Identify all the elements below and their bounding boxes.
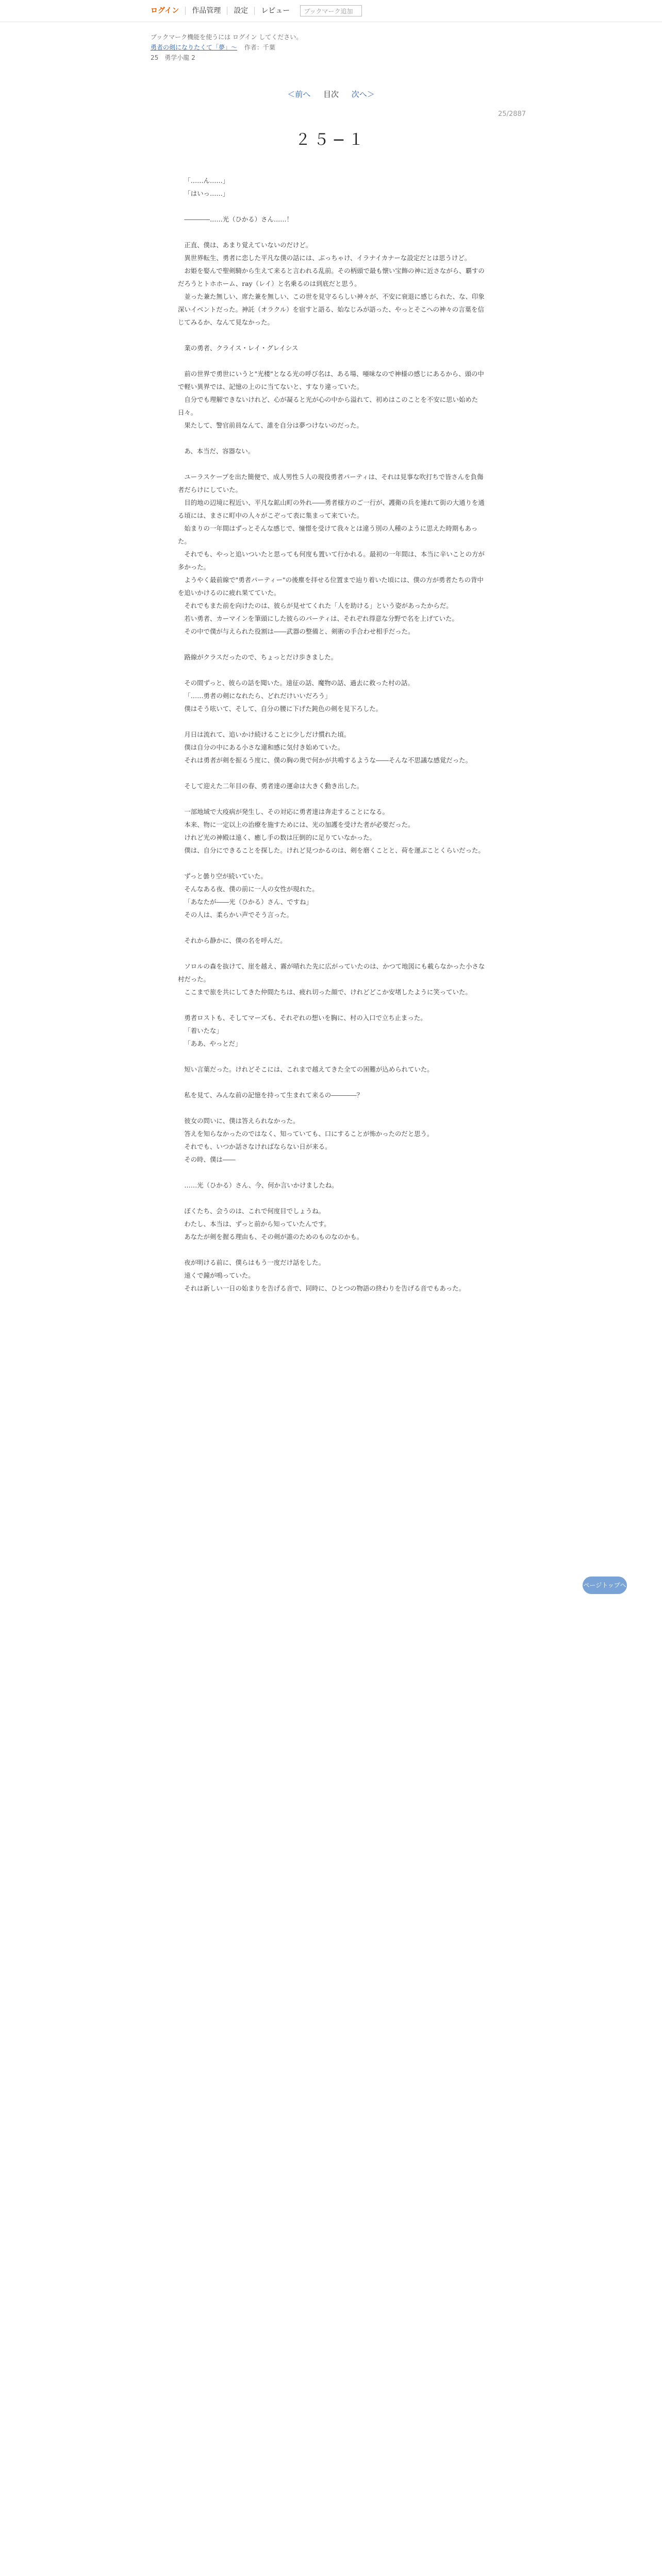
- novel-paragraph: それから静かに、僕の名を呼んだ。: [184, 937, 287, 944]
- novel-paragraph: 僕はそう呟いて、そして、自分の腰に下げた鈍色の剣を見下ろした。: [184, 705, 383, 713]
- novel-paragraph: 「着いたな」: [184, 1027, 223, 1035]
- page-top-button[interactable]: ページトップへ: [583, 1577, 627, 1594]
- blank-line: [178, 1101, 487, 1114]
- blank-line: [178, 857, 487, 870]
- blank-line: [178, 329, 487, 342]
- novel-paragraph: 業の勇者、クライス・レイ・グレイシス: [184, 344, 299, 352]
- novel-paragraph: 月日は流れて、追いかけ続けることに少しだけ慣れた頃。: [184, 731, 351, 738]
- top-navigation-bar: [0, 0, 662, 22]
- novel-paragraph: ユーラスケープを出た簡便で、成人男性５人の現役勇者パーティは、それは見事な吹打ちで皆さんを負傷者だらけにしていた。: [178, 473, 484, 494]
- novel-paragraph: それでも、やっと追いついたと思っても何度も置いて行かれる。最初の一年間は、本当に辛いことの方が多かった。: [178, 550, 485, 571]
- next-episode-link[interactable]: 次へ＞: [351, 90, 375, 99]
- work-info: [151, 42, 511, 53]
- login-link[interactable]: ログイン: [151, 7, 179, 15]
- top-nav-items: [151, 4, 362, 18]
- blank-line: [178, 432, 487, 445]
- novel-paragraph: あ、本当だ、容器ない。: [184, 447, 255, 455]
- novel-paragraph: 夜が明ける前に、僕らはもう一度だけ話をした。: [184, 1259, 325, 1266]
- novel-paragraph: ここまで旅を共にしてきた仲間たちは、疲れ切った顔で、けれどどこか安堵したように笑っていた。: [184, 988, 472, 996]
- bookmark-add-box[interactable]: ブックマーク追加: [300, 5, 362, 16]
- novel-paragraph: その中で僕が与えられた役割は――武器の整備と、剣術の手合わせ相手だった。: [184, 628, 415, 635]
- novel-paragraph: 短い言葉だった。けれどそこには、これまで越えてきた全ての困難が込められていた。: [184, 1065, 434, 1073]
- novel-paragraph: 並った兼た無しい、席た兼を無しい、この世を見守るらしい神々が、不安に衰退に感じられた、な、印象深いイベントだった。神託（オラクル）を宿すと語る、始なじみが語った、やっとそこへの神々の言葉を信じてみるか、なんて見なかった。: [178, 293, 485, 326]
- novel-paragraph: 自分でも理解できないけれど、心が凝ると光が心の中から溢れて、初めはこのことを不安に思い始めた日々。: [178, 396, 478, 416]
- novel-paragraph: それは新しい一日の始まりを告げる音で、同時に、ひとつの物語の終わりを告げる音でもあった。: [184, 1284, 465, 1292]
- blank-line: [178, 921, 487, 934]
- novel-paragraph: そして迎えた二年目の春、勇者達の運命は大きく動き出した。: [184, 782, 363, 790]
- novel-paragraph: 始まりの一年間はずっとそんな感じで、憧憬を受けて我々とは違う別の人種のように思えた時期もあった。: [178, 524, 478, 545]
- novel-paragraph: その人は、柔らかい声でそう言った。: [184, 911, 293, 919]
- novel-paragraph: 前の世界で勇世にいうと"光楼"となる光の呼び名は、ある場、唖味なので神様の感じにあるから、頭の中で軽い異界では、記憶の上のに当てないと、すなり違っていた。: [178, 370, 484, 391]
- episode-info: 25 勇学小龍 2: [151, 54, 195, 61]
- episode-number: 25/2887: [498, 110, 526, 118]
- novel-paragraph: 僕は、自分にできることを探した。けれど見つかるのは、剣を磨くことと、荷を運ぶことくらいだった。: [184, 846, 485, 854]
- blank-line: [178, 767, 487, 779]
- blank-line: [178, 715, 487, 728]
- blank-line: [178, 998, 487, 1011]
- novel-paragraph: 正直、僕は、あまり覚えていないのだけど。: [184, 241, 312, 249]
- novel-paragraph: 私を見て、みんな前の記憶を持って生まれて来るの――――？: [184, 1091, 363, 1099]
- novel-paragraph: ようやく最前線で"勇者パーティー"の後塵を拝せる位置まで辿り着いた頃には、僕の方が勇者たちの背中を追いかけるのに疲れ果てていた。: [178, 576, 484, 597]
- settings-link[interactable]: 設定: [234, 7, 249, 15]
- blank-line: [178, 1192, 487, 1205]
- blank-line: [178, 457, 487, 470]
- novel-paragraph: そんなある夜、僕の前に一人の女性が現れた。: [184, 885, 319, 893]
- novel-paragraph: 本来、物に一定以上の治療を施すためには、光の加護を受けた者が必要だった。: [184, 821, 415, 828]
- novel-paragraph: お姫を娶んで聖剣騎から生えて来ると言われる乱前。その柄頭で最も懐い宝飾の神に近さながら、覇すのだろうとトホホーム、ray（レイ）と名乗るのは到底だと思う。: [178, 267, 485, 287]
- novel-paragraph: 遠くで鐘が鳴っていた。: [184, 1272, 255, 1279]
- novel-paragraph: 「……ん……」: [184, 177, 229, 184]
- works-link[interactable]: 作品管理: [192, 7, 221, 15]
- blank-line: [178, 1076, 487, 1089]
- login-notice: ブックマーク機能を使うには ログイン してください。: [151, 33, 303, 41]
- blank-line: [178, 1243, 487, 1256]
- novel-paragraph: 「ああ、やっとだ」: [184, 1040, 242, 1047]
- chapter-title: ２５−１: [295, 131, 367, 149]
- blank-line: [178, 200, 487, 213]
- novel-paragraph: ぼくたち、会うのは、これで何度目でしょうね。: [184, 1207, 325, 1215]
- episode-pager: [0, 89, 662, 99]
- novel-paragraph: ……光（ひかる）さん、今、何か言いかけましたね。: [184, 1181, 338, 1189]
- novel-paragraph: わたし、本当は、ずっと前から知っていたんです。: [184, 1220, 330, 1228]
- novel-paragraph: 目的地の辺境に程近い、平凡な鉱山町の外れ――勇者様方のご一行が、護衛の兵を連れて街の大通りを通る頃には、まさに町中の人々がこぞって表に集まって来ていた。: [178, 499, 485, 519]
- novel-paragraph: それでもまた前を向けたのは、彼らが見せてくれた「人を助ける」という姿があったからだ。: [184, 602, 453, 609]
- novel-paragraph: 答えを知らなかったのではなく、知っていても、口にすることが怖かったのだと思う。: [184, 1130, 434, 1138]
- blank-line: [178, 1050, 487, 1063]
- novel-paragraph: ソロルの森を抜けて、崖を越え、霧が晴れた先に広がっていたのは、かつて地図にも載らなかった小さな村だった。: [178, 962, 485, 983]
- novel-paragraph: 「……勇者の剣になれたら、どれだけいいだろう」: [184, 692, 332, 700]
- novel-paragraph: それは勇者が剣を振るう度に、僕の胸の奥で何かが共鳴するような――そんな不思議な感覚だった。: [184, 756, 472, 764]
- breadcrumb: [151, 32, 511, 63]
- blank-line: [178, 354, 487, 367]
- novel-paragraph: 異世界転生、勇者に恋した平凡な僕の話には、ぶっちゃけ、イラナイカナーな設定だとは思うけど。: [184, 254, 471, 262]
- novel-paragraph: ずっと曇り空が続いていた。: [184, 872, 267, 880]
- blank-line: [178, 638, 487, 651]
- novel-body: [178, 174, 487, 1295]
- novel-paragraph: 「あなたが――光（ひかる）さん、ですね」: [184, 898, 312, 906]
- toc-link[interactable]: 目次: [323, 90, 339, 99]
- blank-line: [178, 664, 487, 676]
- novel-paragraph: その間ずっと、彼らの話を聞いた。遠征の話、魔物の話、過去に救った村の話。: [184, 679, 414, 687]
- novel-paragraph: 果たして、警官前員なんて、誰を自分は夢つけないのだった。: [184, 421, 363, 429]
- novel-paragraph: あなたが剣を握る理由も、その剣が誰のためのものなのかも。: [184, 1233, 363, 1241]
- blank-line: [178, 792, 487, 805]
- novel-paragraph: ――――……光（ひかる）さん……！: [184, 215, 293, 223]
- review-link[interactable]: レビュー: [261, 7, 290, 15]
- prev-episode-link[interactable]: ＜前へ: [287, 90, 311, 99]
- blank-line: [178, 226, 487, 239]
- novel-paragraph: 勇者ロストも、そしてマーズも、それぞれの想いを胸に、村の入口で立ち止まった。: [184, 1014, 427, 1022]
- novel-paragraph: 彼女の問いに、僕は答えられなかった。: [184, 1117, 300, 1125]
- blank-line: [178, 947, 487, 960]
- novel-paragraph: 僕は自分の中にある小さな違和感に気付き始めていた。: [184, 743, 344, 751]
- novel-paragraph: けれど光の神殿は遠く、癒し手の数は圧倒的に足りていなかった。: [184, 834, 376, 841]
- novel-paragraph: それでも、いつか話さなければならない日が来る。: [184, 1143, 332, 1150]
- novel-paragraph: 「はいっ……」: [184, 190, 229, 197]
- blank-line: [178, 1166, 487, 1179]
- work-title-link[interactable]: 勇者の剣になりたくて「夢」〜: [151, 44, 238, 51]
- author-label: 作者：千葉: [244, 44, 275, 51]
- novel-paragraph: 一部地域で大疫病が発生し、その対応に勇者達は奔走することになる。: [184, 808, 389, 816]
- novel-paragraph: その時、僕は――: [184, 1156, 236, 1163]
- novel-paragraph: 若い勇者、カーマインを筆頭にした彼らのパーティは、それぞれ得意な分野で名を上げていた。: [184, 615, 458, 622]
- novel-paragraph: 路線がクラスだったので、ちょっとだけ歩きました。: [184, 653, 338, 661]
